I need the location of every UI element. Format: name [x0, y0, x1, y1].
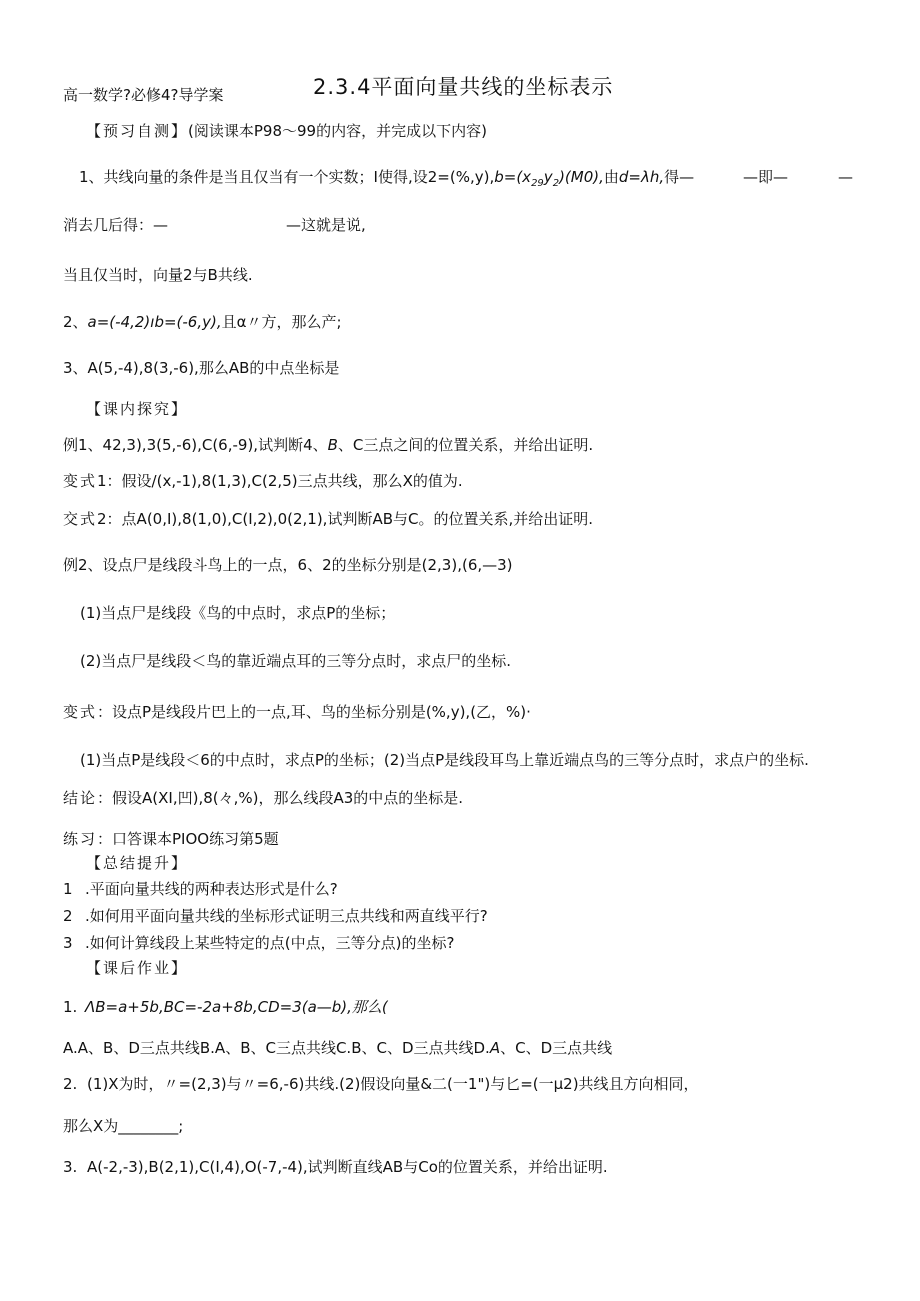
section-heading-preview: 【预习自测】 — [86, 122, 189, 140]
summary-item-num: 2 — [63, 907, 73, 925]
conclusion — [63, 789, 463, 807]
section-heading-summary: 【总结提升】 — [86, 854, 189, 872]
conclusion-text: ：假设A(XI,凹),8(々,%)，那么线段A3的中点的坐标是. — [97, 789, 464, 807]
variant-3-parts: (1)当点P是线段＜6的中点时，求点P的坐标；(2)当点P是线段耳鸟上靠近端点鸟的三等分点时，求点户的坐标. — [80, 751, 809, 769]
variant-1 — [63, 472, 463, 490]
homework-1-options — [63, 1039, 612, 1057]
hw1-num: 1. — [63, 998, 78, 1016]
hw2-line2-a: 那么X为 — [63, 1117, 119, 1135]
hw3-text: A(-2,-3),B(2,1),C(I,4),O(-7,-4),试判断直线AB与Co的位置关系，并给出证明. — [87, 1158, 608, 1176]
homework-2 — [63, 1075, 699, 1093]
ex1-text-c: 、C三点之间的位置关系，并给出证明. — [337, 436, 594, 454]
q1-end-blank: — — [838, 168, 853, 186]
section-heading-explore: 【课内探究】 — [86, 400, 189, 418]
variant-2 — [63, 510, 593, 528]
hw1-options-b: A — [489, 1039, 501, 1057]
hw2-text: (1)X为时，〃=(2,3)与〃=6,-6)共线.(2)假设向量&二(一1")与匕=(一μ2)共线且方向相同， — [87, 1075, 699, 1093]
question-2 — [63, 313, 342, 331]
q1-ji: —即— — [743, 168, 789, 186]
variant-3 — [63, 703, 531, 721]
q1-text-f: )(M0), — [559, 168, 604, 186]
example-2 — [63, 556, 513, 574]
hw2-blank: ________ — [118, 1117, 179, 1135]
q1-text-c: 29 — [531, 178, 544, 189]
preview-note: (阅读课本P98～99的内容，并完成以下内容) — [188, 122, 487, 140]
hw2-line2-c: ; — [178, 1117, 184, 1135]
hw2-num: 2. — [63, 1075, 78, 1093]
summary-item — [63, 880, 338, 898]
hw1-options-c: 、C、D三点共线 — [500, 1039, 613, 1057]
var3-label: 变式 — [63, 703, 98, 721]
q2-c: b=(-6, — [154, 313, 203, 331]
page-title: 2.3.4平面向量共线的坐标表示 — [313, 75, 614, 99]
q1-text-e: 2 — [552, 178, 560, 189]
summary-item — [63, 934, 454, 952]
summary-item — [63, 907, 488, 925]
ex2-label: 例 — [63, 556, 79, 574]
question-1 — [79, 168, 694, 193]
q2-d: y), — [202, 313, 222, 331]
summary-item-num: 1 — [63, 880, 73, 898]
q1-line3: 当且仅当时，向量2与B共线. — [63, 266, 253, 284]
q1-text-i: 得— — [664, 168, 695, 186]
q1-text-b: b=(x — [494, 168, 532, 186]
hw3-num: 3. — [63, 1158, 78, 1176]
summary-item-text: .如何计算线段上某些特定的点(中点，三等分点)的坐标? — [85, 934, 455, 952]
section-heading-homework: 【课后作业】 — [86, 959, 189, 977]
q1-text-a: 1、共线向量的条件是当且仅当有一个实数；I使得,设2=(%,y), — [79, 168, 495, 186]
q1-text-g: 由 — [603, 168, 619, 186]
conclusion-label: 结论 — [63, 789, 98, 807]
summary-item-text: .如何用平面向量共线的坐标形式证明三点共线和两直线平行? — [85, 907, 488, 925]
ex1-label: 例 — [63, 436, 79, 454]
var2-label: 交式 — [63, 510, 98, 528]
homework-1 — [63, 998, 388, 1016]
homework-3 — [63, 1158, 608, 1176]
ex1-text-b: B — [327, 436, 338, 454]
preview-line — [86, 122, 487, 140]
ex2-part-2: (2)当点尸是线段＜鸟的靠近端点耳的三等分点时，求点尸的坐标. — [80, 652, 512, 670]
practice — [63, 830, 279, 848]
q2-b: ı — [150, 313, 155, 331]
ex1-text-a: 1、42,3),3(5,-6),C(6,-9),试判断4、 — [78, 436, 328, 454]
var3-text: ：设点P是线段片巴上的一点,耳、鸟的坐标分别是(%,y),(乙，%)· — [97, 703, 531, 721]
ex2-part-1: (1)当点尸是线段《鸟的中点时，求点P的坐标； — [80, 604, 396, 622]
q1-text-d: y — [543, 168, 553, 186]
hw1-text: ΛB=a+5b,BC=-2a+8b,CD=3(a—b),那么( — [85, 998, 388, 1016]
q1-text-h: d=λh, — [618, 168, 665, 186]
hw1-options-a: A.A、B、D三点共线B.A、B、C三点共线C.B、C、D三点共线D. — [63, 1039, 490, 1057]
q2-e: 且α〃方，那么产; — [221, 313, 342, 331]
summary-item-num: 3 — [63, 934, 73, 952]
summary-item-text: .平面向量共线的两种表达形式是什么? — [85, 880, 338, 898]
var2-text: 2：点A(0,I),8(1,0),C(I,2),0(2,1),试判断AB与C。的位置关系,并给出证明. — [97, 510, 594, 528]
q2-a: a=(-4,2) — [87, 313, 151, 331]
homework-2-line2 — [63, 1117, 183, 1135]
practice-text: ：口答课本PIOO练习第5题 — [97, 830, 279, 848]
var1-text: 1：假设/(x,-1),8(1,3),C(2,5)三点共线，那么X的值为. — [97, 472, 463, 490]
ex2-text: 2、设点尸是线段斗鸟上的一点，6、2的坐标分别是(2,3),(6,—3) — [78, 556, 513, 574]
example-1 — [63, 436, 593, 454]
q1-line2-b: —这就是说, — [286, 216, 366, 234]
practice-label: 练习 — [63, 830, 98, 848]
question-3: 3、A(5,-4),8(3,-6),那么AB的中点坐标是 — [63, 359, 340, 377]
header-course: 高一数学?必修4?导学案 — [63, 86, 224, 104]
q1-line2-a: 消去几后得：— — [63, 216, 169, 234]
var1-label: 变式 — [63, 472, 98, 490]
q2-num: 2、 — [63, 313, 88, 331]
